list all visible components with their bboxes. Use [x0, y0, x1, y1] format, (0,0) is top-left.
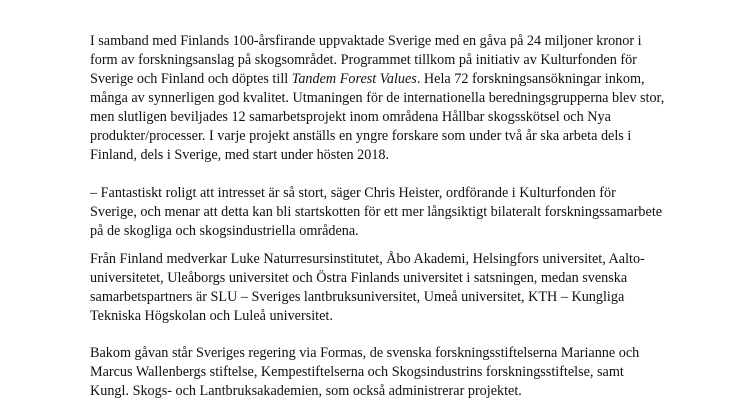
paragraph-funders: [90, 344, 670, 401]
text-line: många av synnerligen god kvalitet. Utmaningen för de internationella beredningsgrupperna blev stor,: [90, 90, 665, 106]
text-line-with-program-name: [90, 70, 670, 89]
text-line: universitetet, Uleåborgs universitet och Östra Finlands universitet i satsningen, medan svenska: [90, 270, 628, 286]
text-line: Tekniska Högskolan och Luleå universitet.: [90, 308, 333, 324]
text-line: samarbetspartners är SLU – Sveriges lantbruksuniversitet, Umeå universitet, KTH – Kungliga: [90, 289, 625, 305]
text-line: men slutligen beviljades 12 samarbetsprojekt inom områdena Hållbar skogsskötsel och Nya: [90, 109, 611, 125]
paragraph-quote-chris-heister: [90, 184, 670, 241]
text-line: Kungl. Skogs- och Lantbruksakademien, som också administrerar projektet.: [90, 383, 522, 399]
paragraph-tandem-forest-values: [90, 32, 670, 165]
text-line: – Fantastiskt roligt att intresset är så stort, säger Chris Heister, ordförande i Kulturfonden för: [90, 185, 616, 201]
text-line: Marcus Wallenbergs stiftelse, Kempestiftelserna och Skogsindustrins forskningsstiftelse, samt: [90, 364, 624, 380]
text-line: Bakom gåvan står Sveriges regering via Formas, de svenska forskningsstiftelserna Marianne och: [90, 345, 640, 361]
text-line: Sverige, och menar att detta kan bli startskotten för ett mer långsiktigt bilateralt forskningssamarbete: [90, 204, 663, 220]
text-segment: . Hela 72 forskningsansökningar inkom,: [416, 71, 645, 87]
text-line: Finland, dels i Sverige, med start under hösten 2018.: [90, 147, 390, 163]
text-line: I samband med Finlands 100-årsfirande uppvaktade Sverige med en gåva på 24 miljoner kronor i: [90, 33, 642, 49]
text-line: på de skogliga och skogsindustriella områdena.: [90, 223, 359, 239]
program-name-italic: Tandem Forest Values: [291, 71, 417, 87]
paragraph-participants: [90, 250, 670, 326]
text-line: produkter/processer. I varje projekt anställs en yngre forskare som under två år ska arbeta dels i: [90, 128, 632, 144]
text-segment: Sverige och Finland och döptes till: [90, 71, 292, 87]
text-line: form av forskningsanslag på skogsområdet. Programmet tillkom på initiativ av Kulturfonden för: [90, 52, 637, 68]
text-line: Från Finland medverkar Luke Naturresursinstitutet, Åbo Akademi, Helsingfors universitet, Aalto-: [90, 251, 645, 267]
